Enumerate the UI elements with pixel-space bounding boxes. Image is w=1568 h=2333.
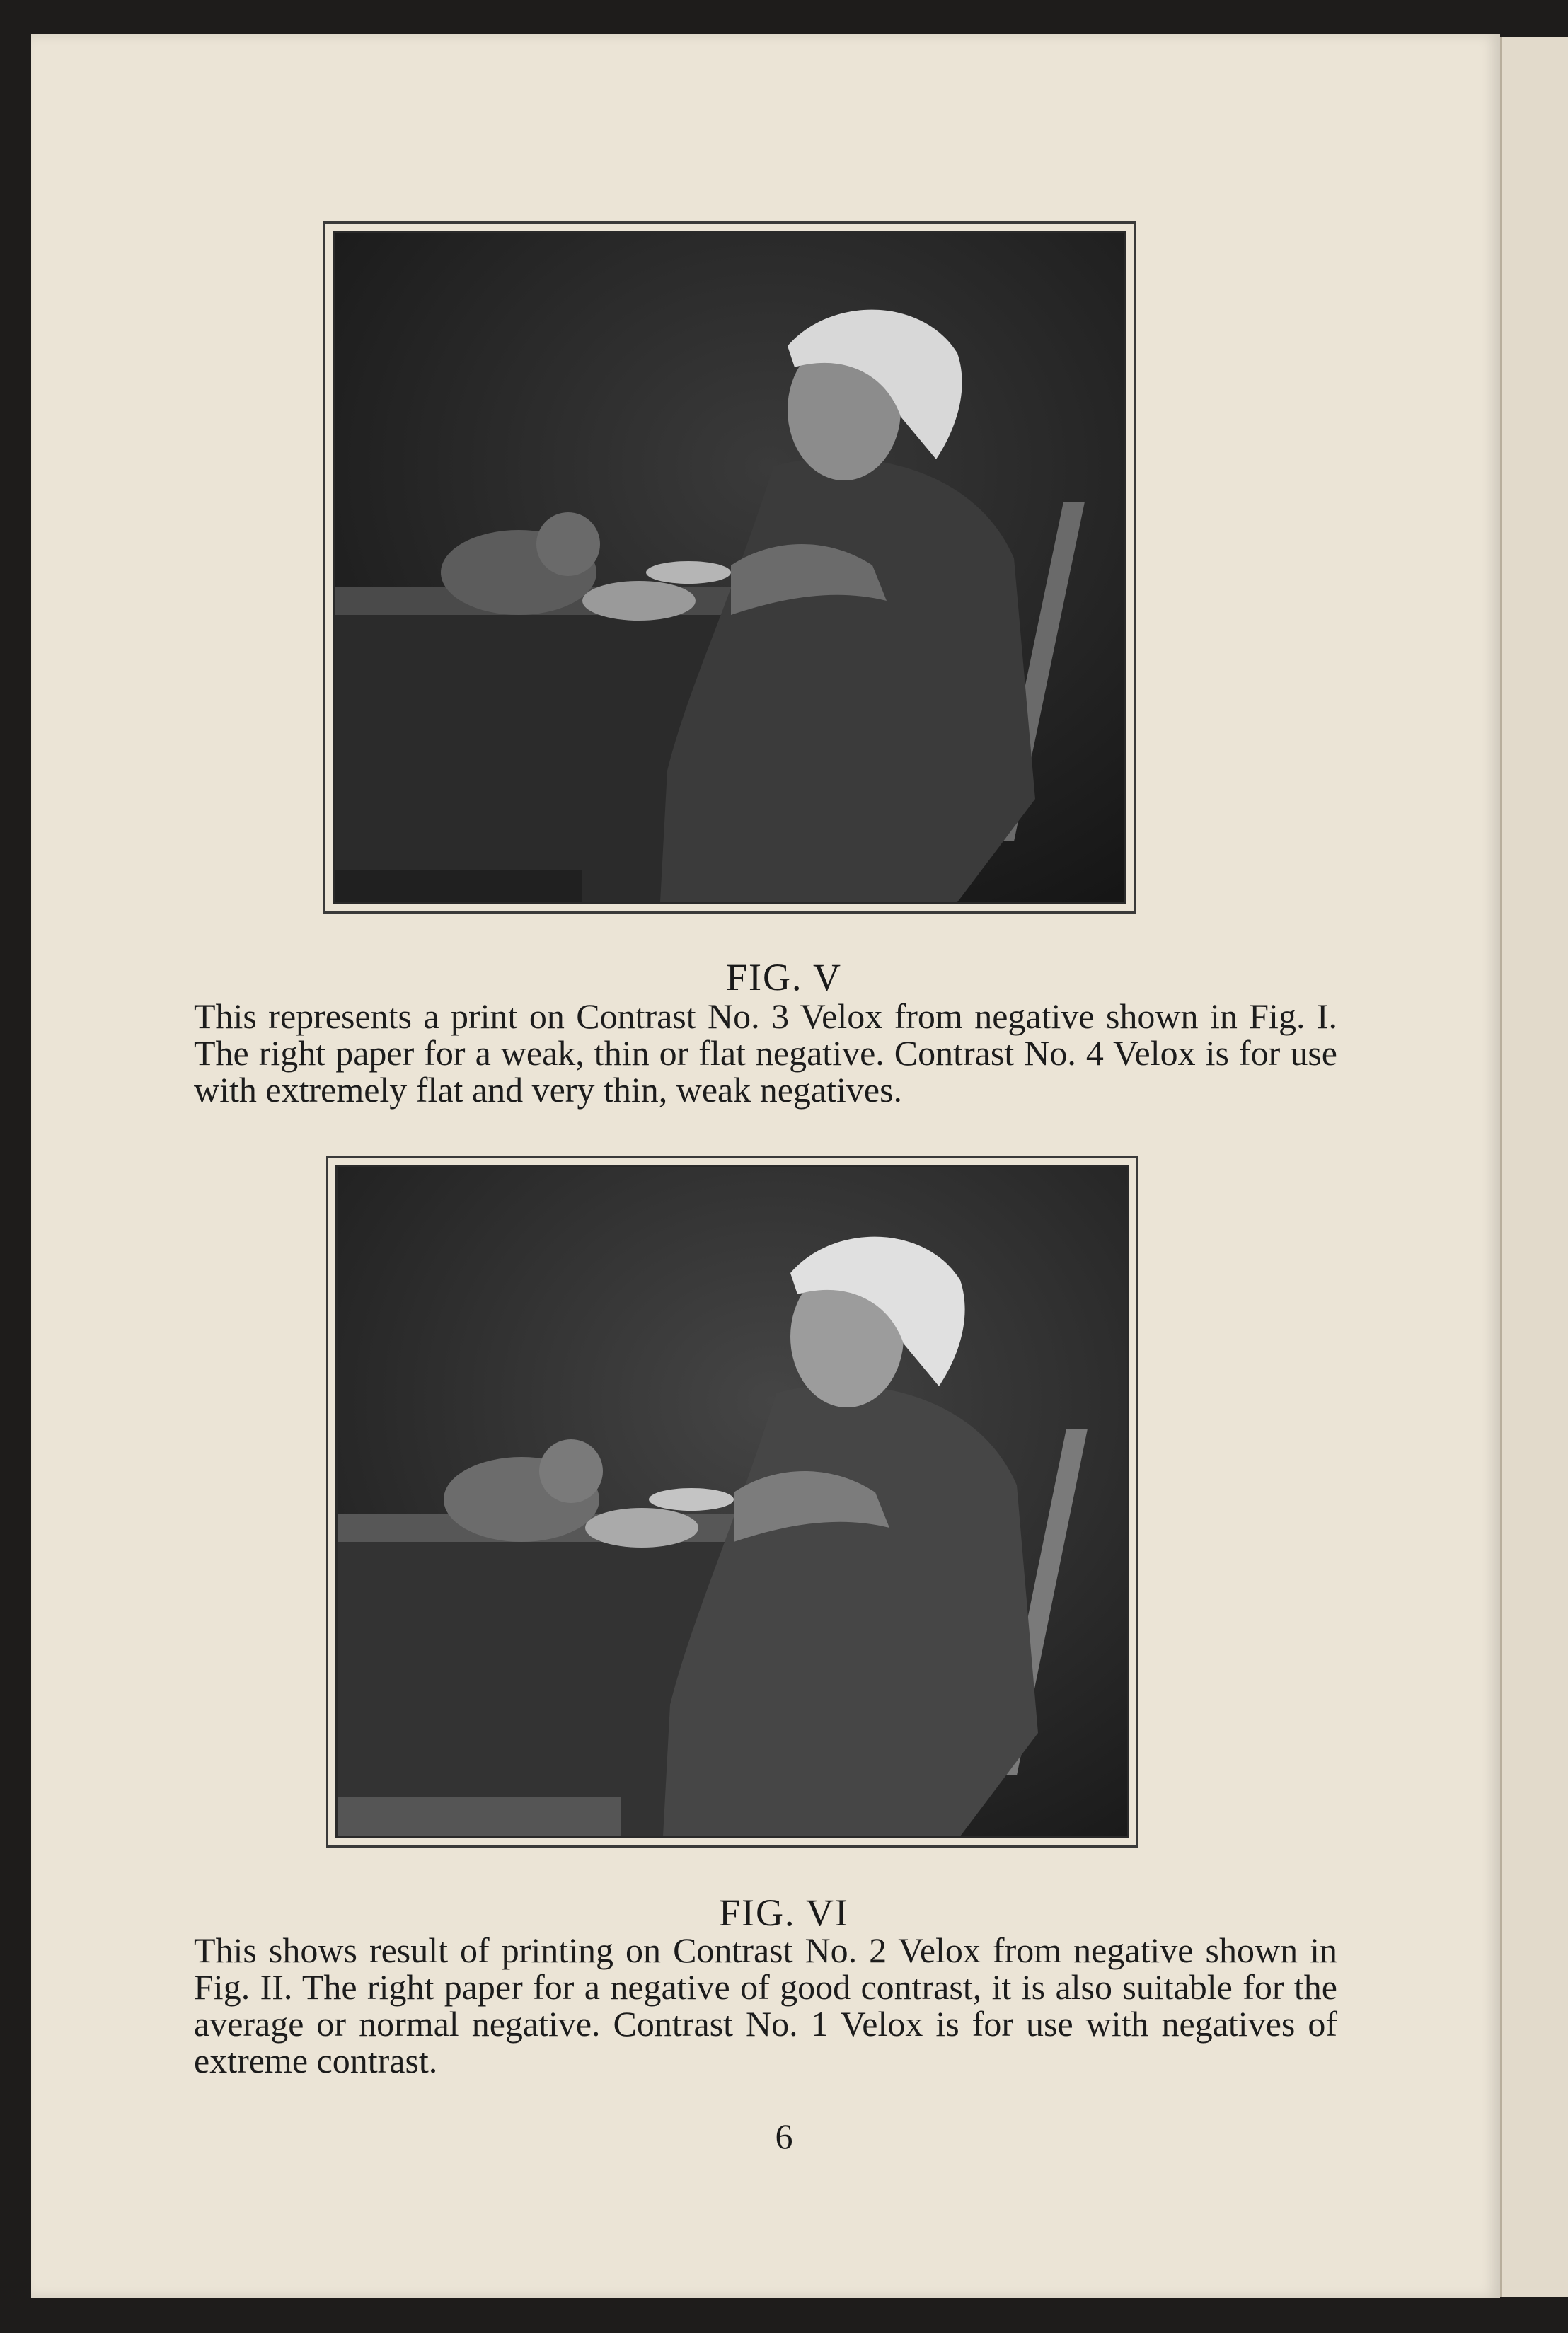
- figure-v-caption: This represents a print on Contrast No. 3 Velox from negative shown in Fig. I. The right paper for a weak, thin or flat negative. Contrast No. 4 Velox is for use with extremely flat and very thin, weak negatives.: [194, 996, 1337, 1110]
- photo-girl-feeding-kitten-normal: [338, 1167, 1127, 1836]
- figure-v-title: FIG. V: [725, 956, 843, 998]
- page-number: 6: [775, 2116, 793, 2156]
- adjacent-page-edge: [1500, 37, 1568, 2297]
- figure-vi-title: FIG. VI: [718, 1891, 849, 1934]
- figure-vi-caption: This shows result of printing on Contrast No. 2 Velox from negative shown in Fig. II. The right paper for a negative of good contrast, it is also suitable for the average or normal negative. Contrast No. 1 Velox is for use with negatives of extreme contrast.: [194, 1930, 1337, 2080]
- photo-girl-feeding-kitten-dark: [335, 233, 1124, 902]
- photo-fig-vi: [335, 1165, 1129, 1838]
- photo-fig-v: [333, 231, 1126, 904]
